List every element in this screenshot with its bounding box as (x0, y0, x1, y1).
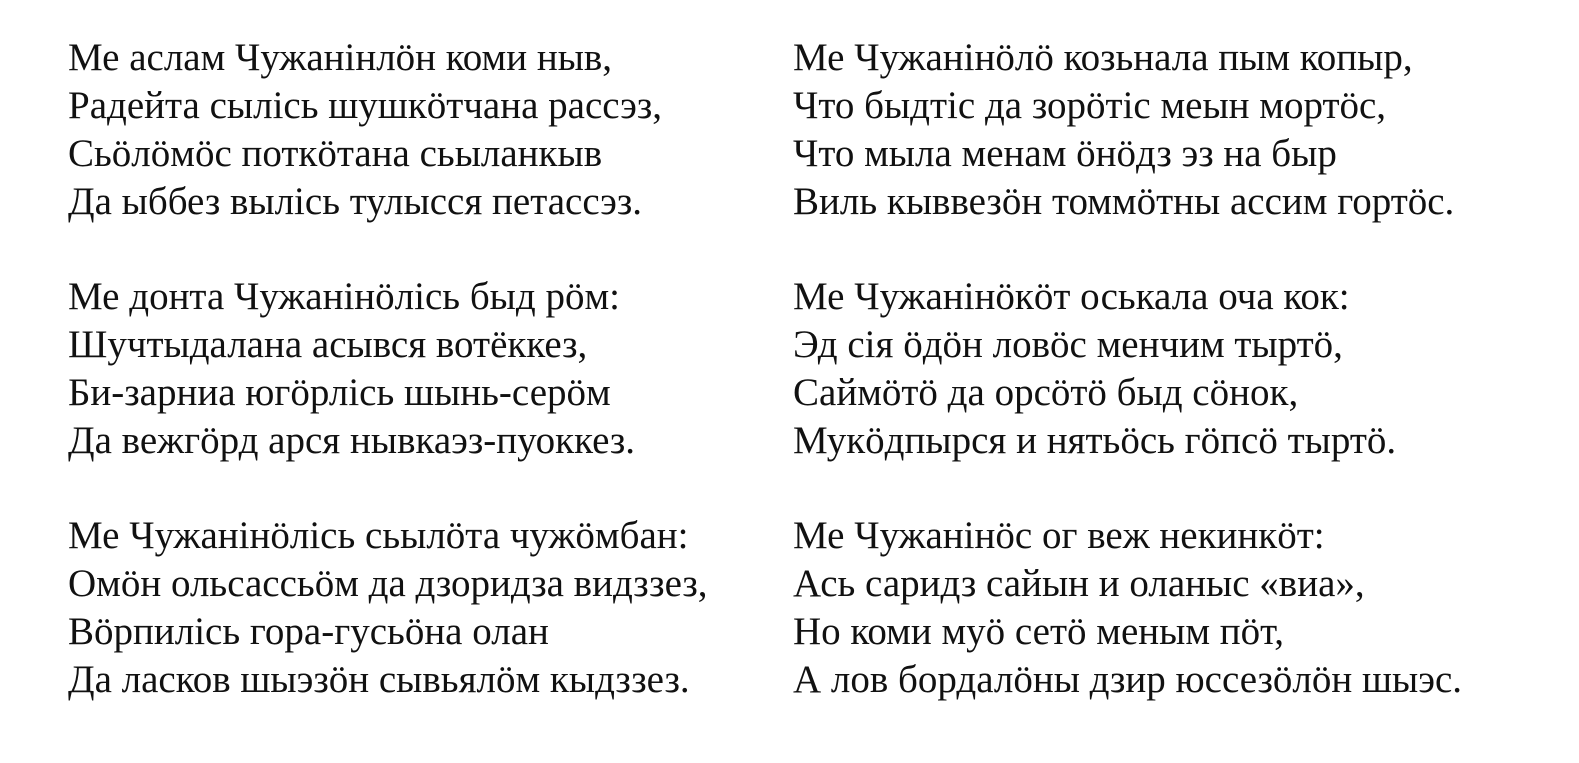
stanza-2 (68, 273, 708, 465)
poem-line: Что мыла менам ӧнӧдз эз на быр (793, 132, 1337, 175)
poem-line: Мукӧдпырся и нятьӧсь гӧпсӧ тыртӧ. (793, 419, 1397, 462)
poem-line: Эд сія ӧдӧн ловӧс менчим тыртӧ, (793, 323, 1343, 366)
poem-line: Ме донта Чужанінӧлісь быд рӧм: (68, 275, 620, 318)
right-column (793, 34, 1462, 751)
poem-line: Шучтыдалана асывся вотёккез, (68, 323, 588, 366)
poem-line: Да ыббез вылісь тулысся петассэз. (68, 180, 643, 223)
stanza-6 (793, 512, 1462, 704)
poem-line: Радейта сылісь шушкӧтчана рассэз, (68, 84, 662, 127)
poem-line: Виль кыввезӧн томмӧтны ассим гортӧс. (793, 180, 1455, 223)
stanza-4 (793, 34, 1462, 226)
poem-line: Сьӧлӧмӧс поткӧтана сьыланкыв (68, 132, 603, 175)
left-column (68, 34, 708, 751)
poem-line: Ме Чужанінӧс ог веж некинкӧт: (793, 514, 1325, 557)
poem-line: Ась саридз сайын и оланыс «виа», (793, 562, 1365, 605)
poem-line: Ме аслам Чужанінлӧн коми ныв, (68, 36, 613, 79)
poem-line: Ме Чужанінӧкӧт оськала оча кок: (793, 275, 1350, 318)
poem-line: Но коми муӧ сетӧ меным пӧт, (793, 610, 1284, 653)
poem-line: А лов бордалӧны дзир юссезӧлӧн шыэс. (793, 658, 1463, 701)
poem-line: Вӧрпилісь гора-гусьӧна олан (68, 610, 549, 653)
poem-line: Что быдтіс да зорӧтіс меын мортӧс, (793, 84, 1387, 127)
stanza-1 (68, 34, 708, 226)
poem-line: Би-зарниа югӧрлісь шынь-серӧм (68, 371, 611, 414)
stanza-3 (68, 512, 708, 704)
poem-line: Да ласков шыэзӧн сывьялӧм кыдззез. (68, 658, 690, 701)
poem-line: Ме Чужанінӧлӧ козьнала пым копыр, (793, 36, 1413, 79)
poem-line: Ме Чужанінӧлісь сьылӧта чужӧмбан: (68, 514, 689, 557)
poem-line: Омӧн ольсассьӧм да дзоридза видззез, (68, 562, 708, 605)
poem-line: Да вежгӧрд арся нывкаэз-пуоккез. (68, 419, 636, 462)
stanza-5 (793, 273, 1462, 465)
poem-line: Саймӧтӧ да орсӧтӧ быд сӧнок, (793, 371, 1299, 414)
